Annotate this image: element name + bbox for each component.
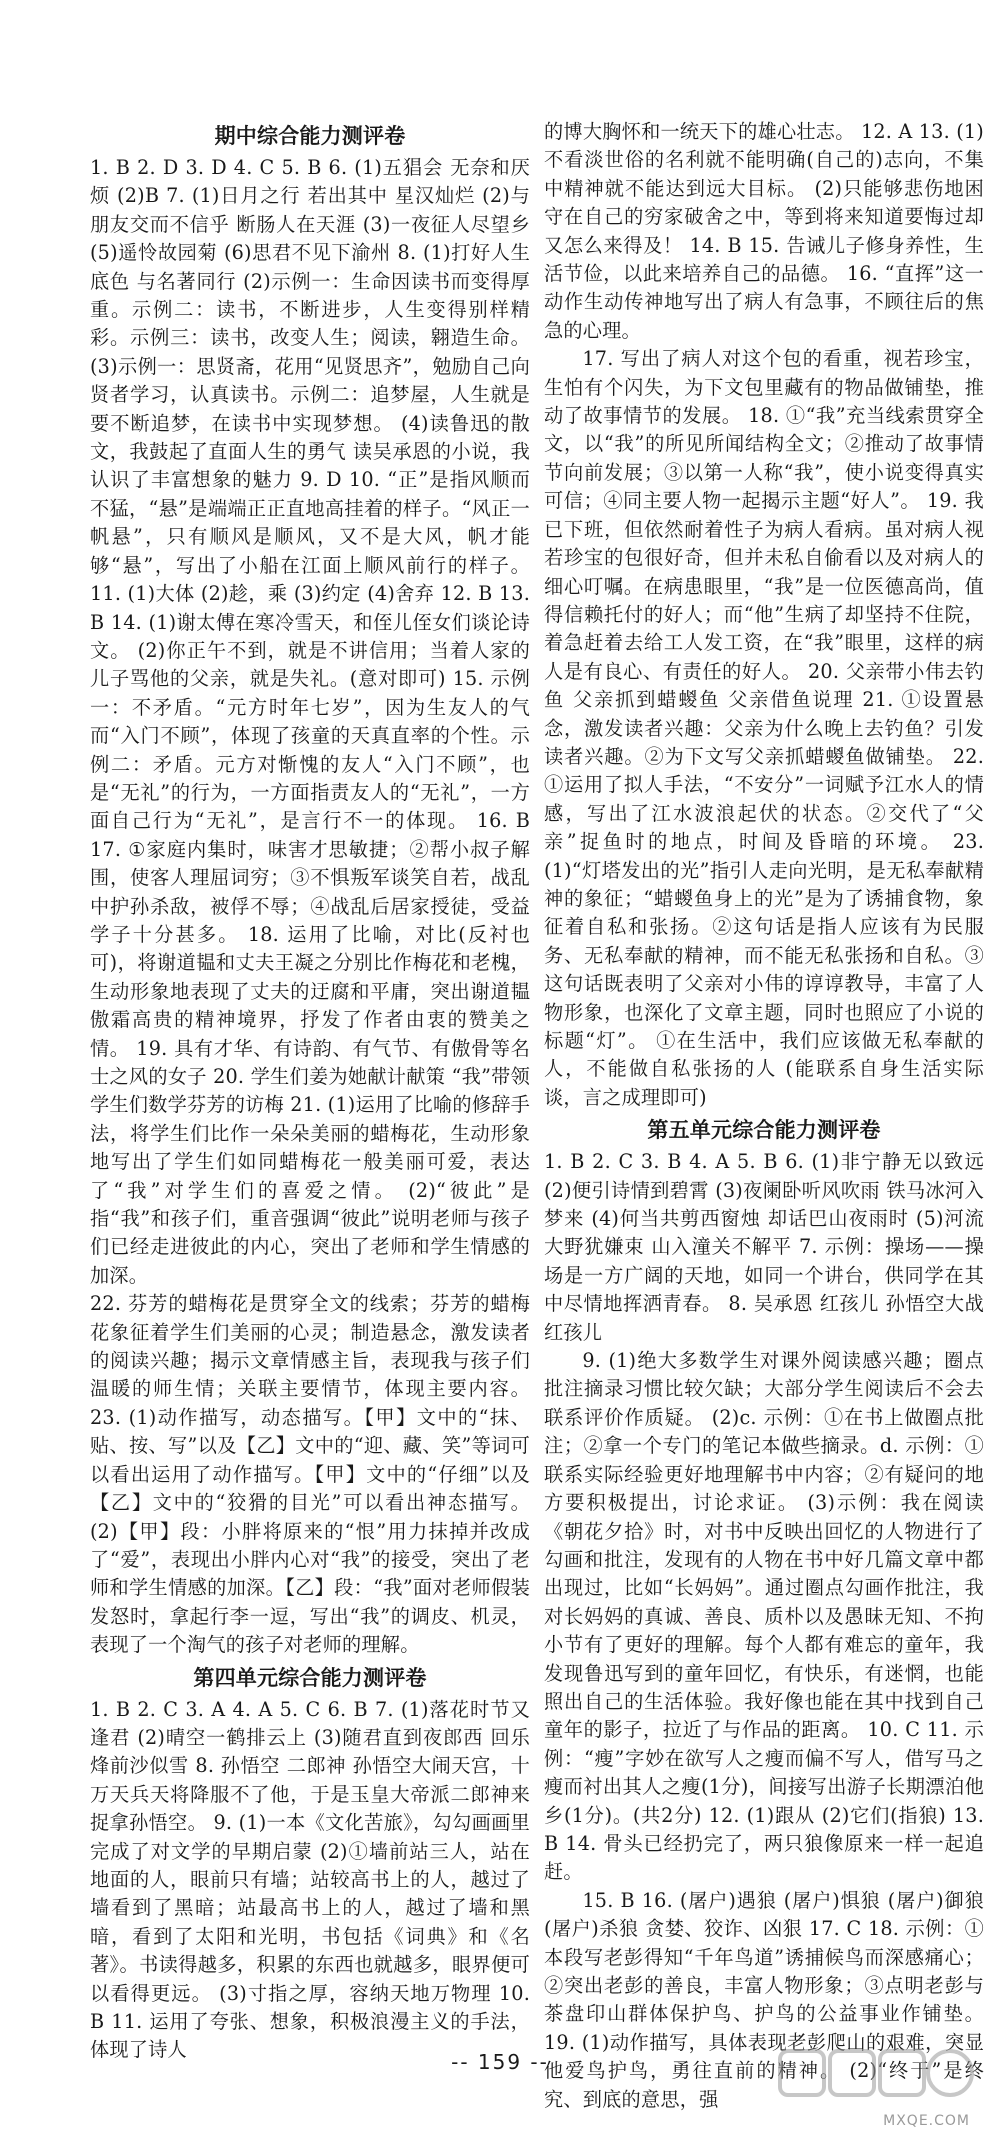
unit5-answers-9-14: 9. (1)绝大多数学生对课外阅读感兴趣；圈点批注摘录习惯比较欠缺；大部分学生阅读后不会去联系评价作质疑。 (2)c. 示例：①在书上做圈点批注；②拿一个专门的笔记本做些摘录。d. 示例：①联系实际经验更好地理解书中内容；②有疑问的地方要积极提出，讨论求证。 (3)示例：我在阅读《朝花夕拾》时，对书中反映出回忆的人物进行了勾画和批注，发现有的人物在书中好几篇文章中都出现过，比如“长妈妈”。通过圈点勾画作批注，我对长妈妈的真诚、善良、质朴以及愚昧无知、不拘小节有了更好的理解。每个人都有难忘的童年，我发现鲁迅写到的童年回忆，有快乐，有迷惘，也能照出自己的生活体验。我好像也能在其中找到自己童年的影子，拉近了与作品的距离。 10. C 11. 示例：“瘦”字妙在欲写人之瘦而偏不写人，借写马之瘦而衬出其人之瘦(1分)，间接写出游子长期漂泊他乡(1分)。(共2分) 12. (1)跟从 (2)它们(指狼) 13. B 14. 骨头已经扔完了，两只狼像原来一样一起追赶。 [544, 1349, 984, 1884]
unit4-answers-continued: 的博大胸怀和一统天下的雄心壮志。 12. A 13. (1)不看淡世俗的名利就不能明确(自己的)志向，不集中精神就不能达到远大目标。 (2)只能够悲伤地困守在自己的穷家破舍之中，等到将来知道要悔过却又怎么来得及！ 14. B 15. 告诫儿子修身养性，生活节俭，以此来培养自己的品德。 16. “直挥”这一动作生动传神地写出了病人有急事，不顾往后的焦急的心理。 [544, 120, 984, 342]
left-column [90, 118, 530, 2114]
section-title-unit4: 第四单元综合能力测评卷 [193, 1665, 427, 1690]
midterm-answers-part2: 22. 芬芳的蜡梅花是贯穿全文的线索；芬芳的蜡梅花象征着学生们美丽的心灵；制造悬念，激发读者的阅读兴趣；揭示文章情感主旨，表现我与孩子们温暖的师生情；关联主要情节，体现主要内容。 23. (1)动作描写，动态描写。【甲】文中的“抹、贴、按、写”以及【乙】文中的“迎、藏、笑”等词可以看出运用了动作描写。【甲】文中的“仔细”以及【乙】文中的“狡猾的目光”可以看出神态描写。 (2)【甲】段：小胖将原来的“恨”用力抹掉并改成了“爱”，表现出小胖内心对“我”的接受，突出了老师和学生情感的加深。【乙】段：“我”面对老师假装发怒时，拿起行李一逗，写出“我”的调皮、机灵，表现了一个淘气的孩子对老师的理解。 [90, 1292, 530, 1657]
unit5-answers-15-19: 15. B 16. (屠户)遇狼 (屠户)惧狼 (屠户)御狼 (屠户)杀狼 贪婪、狡诈、凶狠 17. C 18. 示例：①本段写老彭得知“千年鸟道”诱捕候鸟而深感痛心；②突出老彭的善良，丰富人物形象；③点明老彭与茶盘印山群体保护鸟、护鸟的公益事业作铺垫。 19. (1)动作描写，具体表现老彭爬山的艰难，突显他爱鸟护鸟，勇往直前的精神。 (2)“终于”是终究、到底的意思，强 [544, 1888, 984, 2111]
section-title-unit5: 第五单元综合能力测评卷 [647, 1118, 881, 1143]
midterm-answers-part1: 1. B 2. D 3. D 4. C 5. B 6. (1)五猖会 无奈和厌烦 (2)B 7. (1)日月之行 若出其中 星汉灿烂 (2)与朋友交而不信乎 断肠人在天涯 (3)一夜征人尽望乡 (5)遥怜故园菊 (6)思君不见下渝州 8. (1)打好人生底色 与名著同行 (2)示例一：生命因读书而变得厚重。示例二：读书，不断进步，人生变得别样精彩。示例三：读书，改变人生；阅读，翱造生命。 (3)示例一：思贤斋，花用“见贤思齐”，勉励自己向贤者学习，认真读书。示例二：追梦屋，人生就是要不断追梦，在读书中实现梦想。 (4)读鲁迅的散文，我鼓起了直面人生的勇气 读吴承恩的小说，我认识了丰富想象的魅力 9. D 10. “正”是指风顺而不猛，“悬”是端端正正直地高挂着的样子。“风正一帆悬”，只有顺风是顺风，又不是大风，帆才能够“悬”，写出了小船在江面上顺风前行的样子。 11. (1)大体 (2)趁，乘 (3)约定 (4)舍弃 12. B 13. B 14. (1)谢太傅在寒冷雪天，和侄儿侄女们谈论诗文。 (2)你正午不到，就是不讲信用；当着人家的儿子骂他的父亲，就是失礼。(意对即可) 15. 示例一：不矛盾。“元方时年七岁”，因为生友人的气而“入门不顾”，体现了孩童的天真直率的个性。示例二：矛盾。元方对惭愧的友人“入门不顾”，也是“无礼”的行为，一方面指责友人的“无礼”，一方面自己行为“无礼”，是言行不一的体现。 16. B 17. ①家庭内集时，味害才思敏捷；②帮小叔子解围，使客人理屈词穷；③不惧叛军谈笑自若，战乱中护孙杀敌，被俘不辱；④战乱后居家授徒，受益学子十分甚多。 18. 运用了比喻，对比(反衬也可)，将谢道韫和丈夫王凝之分别比作梅花和老槐，生动形象地表现了丈夫的迂腐和平庸，突出谢道韫傲霜高贵的精神境界，抒发了作者由衷的赞美之情。 19. 具有才华、有诗韵、有气节、有傲骨等名士之风的女子 20. 学生们姜为她献计献策 “我”带领学生们数学芬芳的访梅 21. (1)运用了比喻的修辞手法，将学生们比作一朵朵美丽的蜡梅花，生动形象地写出了学生们如同蜡梅花一般美丽可爱，表达了“我”对学生们的喜爱之情。 (2)“彼此”是指“我”和孩子们，重音强调“彼此”说明老师与孩子们已经走进彼此的内心，突出了老师和学生情感的加深。 [90, 156, 530, 1287]
unit4-answers-17-23: 17. 写出了病人对这个包的看重，视若珍宝，生怕有个闪失，为下文包里藏有的物品做铺垫，推动了故事情节的发展。 18. ①“我”充当线索贯穿全文，以“我”的所见所闻结构全文；②推动了故事情节向前发展；③以第一人称“我”，使小说变得真实可信；④同主要人物一起揭示主题“好人”。 19. 我已下班，但依然耐着性子为病人看病。虽对病人视若珍宝的包很好奇，但并未私自偷看以及对病人的细心叮嘱。在病患眼里，“我”是一位医德高尚，值得信赖托付的好人；而“他”生病了却坚持不住院，着急赶着去给工人发工资，在“我”眼里，这样的病人是有良心、有责任的好人。 20. 父亲带小伟去钓鱼 父亲抓到蜡蝬鱼 父亲借鱼说理 21. ①设置悬念，激发读者兴趣：父亲为什么晚上去钓鱼？引发读者兴趣。②为下文写父亲抓蜡蝬鱼做铺垫。 22. ①运用了拟人手法，“不安分”一词赋予江水人的情感，写出了江水波浪起伏的状态。②交代了“父亲”捉鱼时的地点，时间及昏暗的环境。 23. (1)“灯塔发出的光”指引人走向光明，是无私奉献精神的象征；“蜡蝬鱼身上的光”是为了诱捕食物，象征着自私和张扬。②这句话是指人应该有为民服务、无私奉献的精神，而不能无私张扬和自私。③这句话既表明了父亲对小伟的谆谆教导，丰富了人物形象，也深化了文章主题，同时也照应了小说的标题“灯”。 ①在生活中，我们应该做无私奉献的人，不能做自私张扬的人 (能联系自身生活实际谈，言之成理即可) [544, 347, 984, 1109]
section-title-midterm: 期中综合能力测评卷 [214, 124, 406, 148]
unit4-answers: 1. B 2. C 3. A 4. A 5. C 6. B 7. (1)落花时节又逢君 (2)晴空一鹤排云上 (3)随君直到夜郎西 回乐烽前沙似雪 8. 孙悟空 二郎神 孙悟空大闹天宫，十万天兵天将降服不了他，于是玉皇大帝派二郎神来捉拿孙悟空。 9. (1)一本《文化苦旅》，勾勾画画里完成了对文学的早期启蒙 (2)①墙前站三人，站在地面的人，眼前只有墙；站较高书上的人，越过了墙看到了黑暗；站最高书上的人，越过了墙和黑暗，看到了太阳和光明，书包括《词典》和《名著》。书读得越多，积累的东西也就越多，眼界便可以看得更远。 (3)寸指之厚，容纳天地万物理 10. B 11. 运用了夸张、想象，积极浪漫主义的手法，体现了诗人 [90, 1697, 530, 2062]
unit5-answers-1-8: 1. B 2. C 3. B 4. A 5. B 6. (1)非宁静无以致远 (2)便引诗情到碧霄 (3)夜阑卧听风吹雨 铁马冰河入梦来 (4)何当共剪西窗烛 却话巴山夜雨时 (5)河流大野犹嫌束 山入潼关不解平 7. 示例：操场——操场是一方广阔的天地，如同一个讲台，供同学在其中尽情地挥洒青春。 8. 吴承恩 红孩儿 孙悟空大战红孩儿 [544, 1150, 984, 1344]
watermark-text: MXQE.COM [883, 2113, 970, 2129]
right-column [544, 118, 984, 2114]
page-number: -- 159 -- [451, 2050, 549, 2074]
